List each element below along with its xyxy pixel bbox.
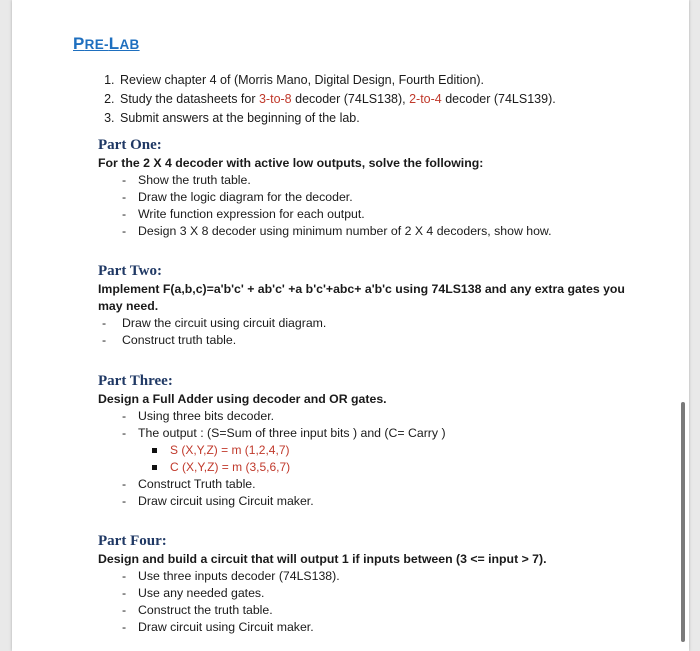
- list-item: - Use any needed gates.: [118, 585, 639, 602]
- list-item: - Using three bits decoder.: [118, 408, 639, 425]
- list-item: - Construct Truth table.: [118, 476, 639, 493]
- list-item: - Design 3 X 8 decoder using minimum number of 2 X 4 decoders, show how.: [118, 223, 639, 240]
- part-three-heading: Part Three:: [98, 373, 173, 389]
- part-three-list-continued: [98, 476, 639, 510]
- part-one-list: [98, 172, 639, 240]
- list-item: - Show the truth table.: [118, 172, 639, 189]
- part-three-list: [98, 408, 639, 442]
- part-three-section: [98, 371, 639, 510]
- part-two-heading: Part Two:: [98, 263, 163, 279]
- list-item: S (X,Y,Z) = m (1,2,4,7): [148, 442, 639, 459]
- part-one-description: For the 2 X 4 decoder with active low outputs, solve the following:: [98, 156, 484, 170]
- list-item: - Write function expression for each output.: [118, 206, 639, 223]
- part-four-section: [98, 531, 639, 636]
- part-four-heading: Part Four:: [98, 533, 167, 549]
- part-four-description: Design and build a circuit that will output 1 if inputs between (3 <= input > 7).: [98, 552, 547, 566]
- part-one-section: [98, 135, 639, 240]
- list-item: - Draw the circuit using circuit diagram.: [98, 315, 639, 332]
- requirements-list: [98, 71, 556, 128]
- list-item: - Use three inputs decoder (74LS138).: [118, 568, 639, 585]
- part-three-description: Design a Full Adder using decoder and OR gates.: [98, 392, 387, 406]
- page-title: PRE-LAB: [73, 34, 140, 53]
- part-two-section: [98, 261, 639, 349]
- part-two-list: [98, 315, 639, 349]
- list-item: - Draw circuit using Circuit maker.: [118, 493, 639, 510]
- part-one-heading: Part One:: [98, 137, 162, 153]
- part-two-description: Implement F(a,b,c)=a'b'c' + ab'c' +a b'c'+abc+ a'b'c using 74LS138 and any extra gates you may need.: [98, 282, 625, 313]
- requirement-item: 1. Review chapter 4 of (Morris Mano, Digital Design, Fourth Edition).: [118, 71, 556, 90]
- requirement-item: 2. Study the datasheets for 3-to-8 decoder (74LS138), 2-to-4 decoder (74LS139).: [118, 90, 556, 109]
- part-three-sublist: [98, 442, 639, 476]
- part-four-list: [98, 568, 639, 636]
- scrollbar[interactable]: [681, 402, 685, 642]
- document-page: [12, 0, 689, 651]
- list-item: - Draw circuit using Circuit maker.: [118, 619, 639, 636]
- list-item: - The output : (S=Sum of three input bits ) and (C= Carry ): [118, 425, 639, 442]
- requirement-item: 3. Submit answers at the beginning of the lab.: [118, 109, 556, 128]
- list-item: - Construct the truth table.: [118, 602, 639, 619]
- list-item: - Construct truth table.: [98, 332, 639, 349]
- list-item: C (X,Y,Z) = m (3,5,6,7): [148, 459, 639, 476]
- list-item: - Draw the logic diagram for the decoder.: [118, 189, 639, 206]
